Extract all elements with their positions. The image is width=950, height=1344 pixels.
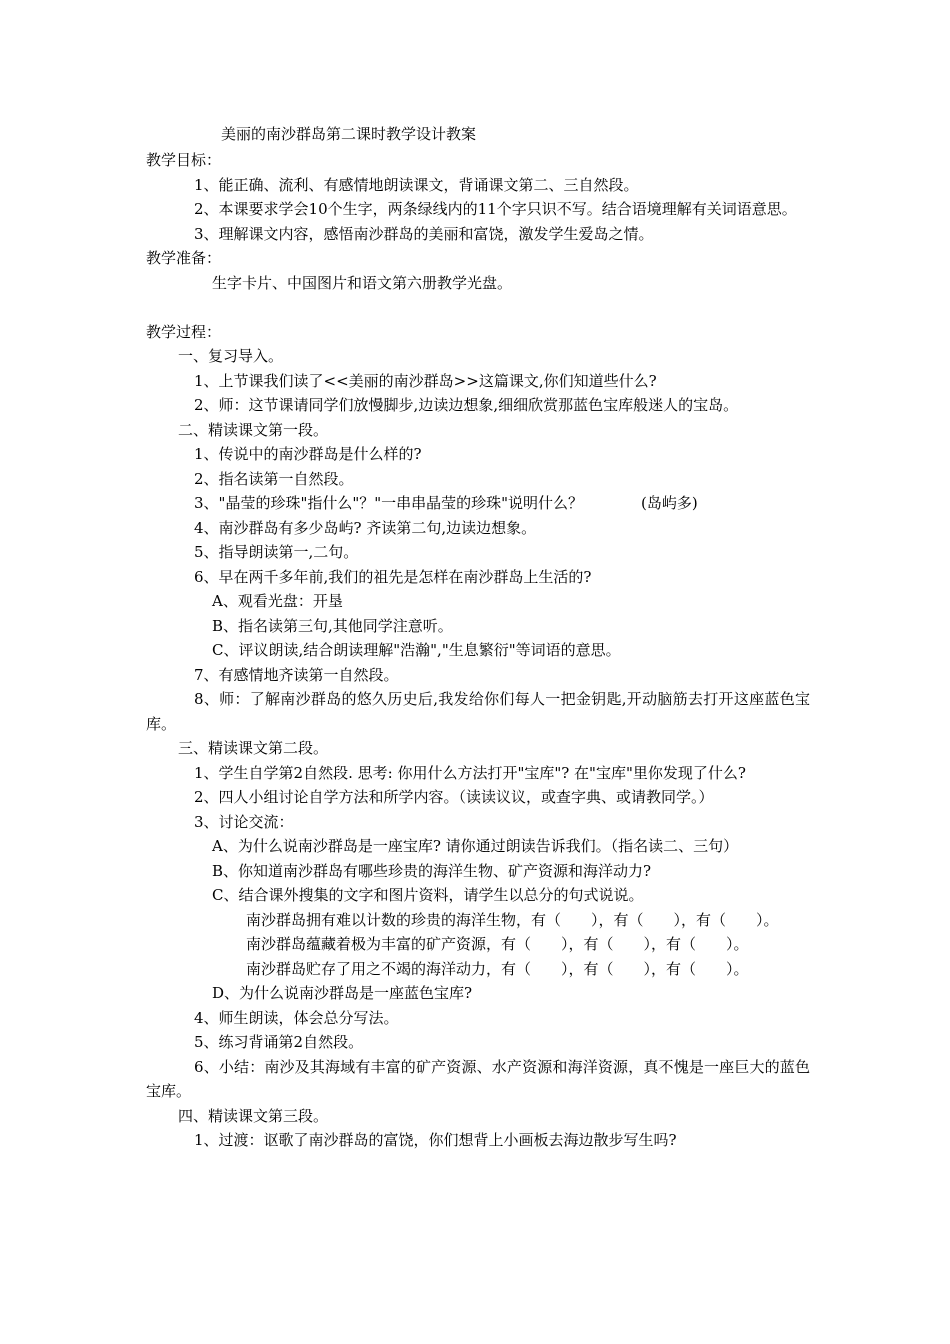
section-title: 三、精读课文第二段。: [178, 739, 329, 757]
objective-item: 2、本课要求学会10个生字，两条绿线内的11个字只识不写。结合语境理解有关词语意思。: [194, 200, 797, 218]
preparation-heading: 教学准备：: [146, 249, 222, 267]
sub-item: D、为什么说南沙群岛是一座蓝色宝库?: [212, 984, 473, 1002]
list-item: 6、小结：南沙及其海域有丰富的矿产资源、水产资源和海洋资源，真不愧是一座巨大的蓝色宝库。: [146, 1057, 810, 1100]
list-item: 1、上节课我们读了<<美丽的南沙群岛>>这篇课文,你们知道些什么?: [194, 371, 657, 390]
list-item: 6、早在两千多年前,我们的祖先是怎样在南沙群岛上生活的?: [194, 567, 592, 586]
list-item: 2、四人小组讨论自学方法和所学内容。（读读议议，或查字典、或请教同学。）: [194, 788, 714, 806]
list-item: 5、练习背诵第2自然段。: [194, 1033, 364, 1051]
list-item: 2、指名读第一自然段。: [194, 469, 354, 488]
list-item: 3、讨论交流：: [194, 812, 294, 831]
objectives-heading: 教学目标：: [146, 151, 222, 169]
document-title: 美丽的南沙群岛第二课时教学设计教案: [221, 125, 477, 143]
list-item: 1、传说中的南沙群岛是什么样的?: [194, 445, 422, 463]
objective-item: 3、理解课文内容，感悟南沙群岛的美丽和富饶，激发学生爱岛之情。: [194, 224, 654, 243]
document-body: [146, 148, 810, 1153]
list-item: 4、南沙群岛有多少岛屿? 齐读第二句,边读边想象。: [194, 518, 537, 537]
sub-item: A、为什么说南沙群岛是一座宝库? 请你通过朗读告诉我们。（指名读二、三句）: [212, 837, 739, 855]
sub-item: C、结合课外搜集的文字和图片资料，请学生以总分的句式说说。: [212, 886, 644, 904]
list-item: 8、师：了解南沙群岛的悠久历史后,我发给你们每人一把金钥匙,开动脑筋去打开这座蓝色宝库。: [146, 690, 810, 733]
list-item-note: (岛屿多): [641, 494, 698, 512]
process-heading: 教学过程：: [146, 322, 222, 341]
fill-blank-line: 南沙群岛蕴藏着极为丰富的矿产资源，有（ ），有（ ），有（ ）。: [246, 935, 749, 953]
sub-item: B、你知道南沙群岛有哪些珍贵的海洋生物、矿产资源和海洋动力?: [212, 861, 652, 880]
fill-blank-line: 南沙群岛拥有难以计数的珍贵的海洋生物，有（ ），有（ ），有（ ）。: [246, 910, 779, 929]
list-item: 7、有感情地齐读第一自然段。: [194, 665, 399, 684]
objective-item: 1、能正确、流利、有感情地朗读课文，背诵课文第二、三自然段。: [194, 175, 639, 194]
section-title: 四、精读课文第三段。: [178, 1106, 329, 1125]
sub-item: A、观看光盘：开垦: [212, 592, 343, 610]
list-item: 5、指导朗读第一,二句。: [194, 543, 359, 561]
fill-blank-line: 南沙群岛贮存了用之不竭的海洋动力，有（ ），有（ ），有（ ）。: [246, 959, 749, 978]
preparation-text: 生字卡片、中国图片和语文第六册教学光盘。: [212, 273, 513, 292]
list-item: 4、师生朗读，体会总分写法。: [194, 1008, 399, 1027]
list-item: 2、师：这节课请同学们放慢脚步,边读边想象,细细欣赏那蓝色宝库般迷人的宝岛。: [194, 396, 739, 414]
list-item: 1、学生自学第2自然段. 思考: 你用什么方法打开"宝库"? 在"宝库"里你发现了什么?: [194, 763, 746, 782]
list-item: [146, 491, 810, 516]
list-item-text: 3、"晶莹的珍珠"指什么"？"一串串晶莹的珍珠"说明什么？: [194, 494, 584, 512]
sub-item: B、指名读第三句,其他同学注意听。: [212, 616, 453, 635]
list-item: 1、过渡：讴歌了南沙群岛的富饶，你们想背上小画板去海边散步写生吗?: [194, 1131, 677, 1149]
section-title: 二、精读课文第一段。: [178, 420, 329, 439]
section-title: 一、复习导入。: [178, 347, 284, 365]
blank-line: [146, 295, 810, 320]
sub-item: C、评议朗读,结合朗读理解"浩瀚","生息繁衍"等词语的意思。: [212, 641, 621, 659]
